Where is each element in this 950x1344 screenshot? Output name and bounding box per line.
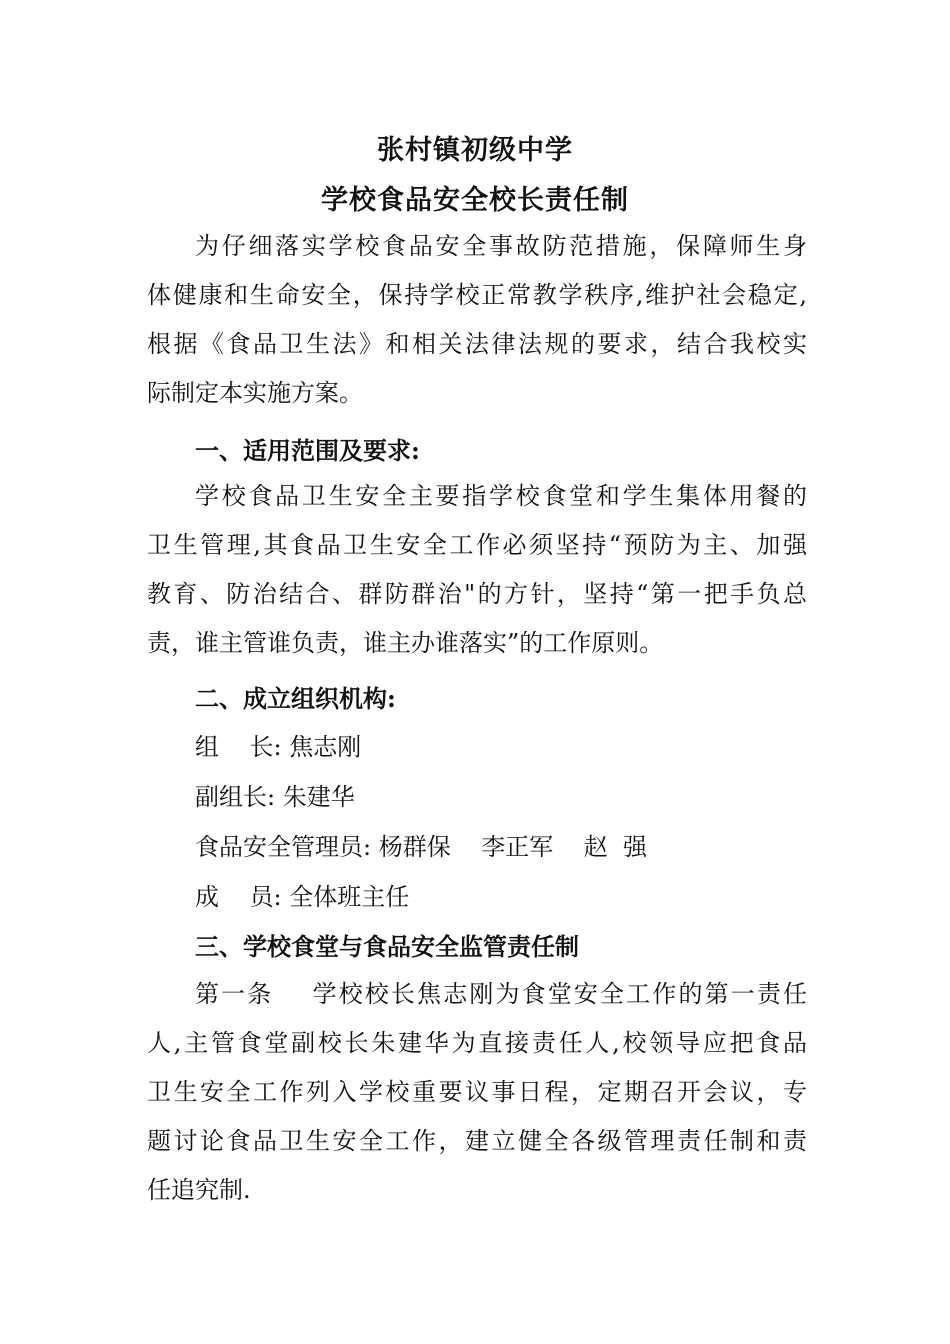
section1-paragraph	[147, 472, 807, 668]
paragraph-line: 际制定本实施方案。	[147, 379, 363, 407]
section-heading-2: 二、成立组织机构:	[195, 684, 396, 713]
section-heading-1: 一、适用范围及要求:	[195, 436, 420, 465]
member-managers: 食品安全管理员: 杨群保 李正军 赵 强	[195, 833, 648, 861]
paragraph-line: 卫生管理,其食品卫生安全工作必须坚持“预防为主、加强	[147, 531, 807, 559]
paragraph-line: 责，谁主管谁负责，谁主办谁落实”的工作原则。	[147, 629, 664, 657]
member-staff: 成 员: 全体班主任	[195, 883, 410, 911]
intro-paragraph	[147, 222, 807, 418]
paragraph-line: 体健康和生命安全，保持学校正常教学秩序,维护社会稳定,	[147, 281, 807, 309]
paragraph-line: 第一条 学校校长焦志刚为食堂安全工作的第一责任	[195, 980, 807, 1008]
paragraph-line: 根据《食品卫生法》和相关法律法规的要求，结合我校实	[147, 330, 807, 358]
document-title: 学校食品安全校长责任制	[321, 185, 629, 216]
paragraph-line: 任追究制.	[147, 1176, 251, 1204]
paragraph-line: 学校食品卫生安全主要指学校食堂和学生集体用餐的	[195, 482, 807, 510]
paragraph-line: 为仔细落实学校食品安全事故防范措施，保障师生身	[195, 232, 807, 260]
paragraph-line: 教育、防治结合、群防群治"的方针，坚持“第一把手负总	[147, 580, 807, 608]
paragraph-line: 题讨论食品卫生安全工作，建立健全各级管理责任制和责	[147, 1127, 807, 1155]
member-leader: 组 长: 焦志刚	[195, 733, 362, 761]
school-name: 张村镇初级中学	[377, 135, 573, 166]
section-heading-3: 三、学校食堂与食品安全监管责任制	[195, 932, 579, 961]
paragraph-line: 人,主管食堂副校长朱建华为直接责任人,校领导应把食品	[147, 1029, 807, 1057]
paragraph-line: 卫生安全工作列入学校重要议事日程，定期召开会议，专	[147, 1078, 807, 1106]
section3-paragraph	[147, 970, 807, 1215]
member-deputy: 副组长: 朱建华	[195, 783, 355, 811]
